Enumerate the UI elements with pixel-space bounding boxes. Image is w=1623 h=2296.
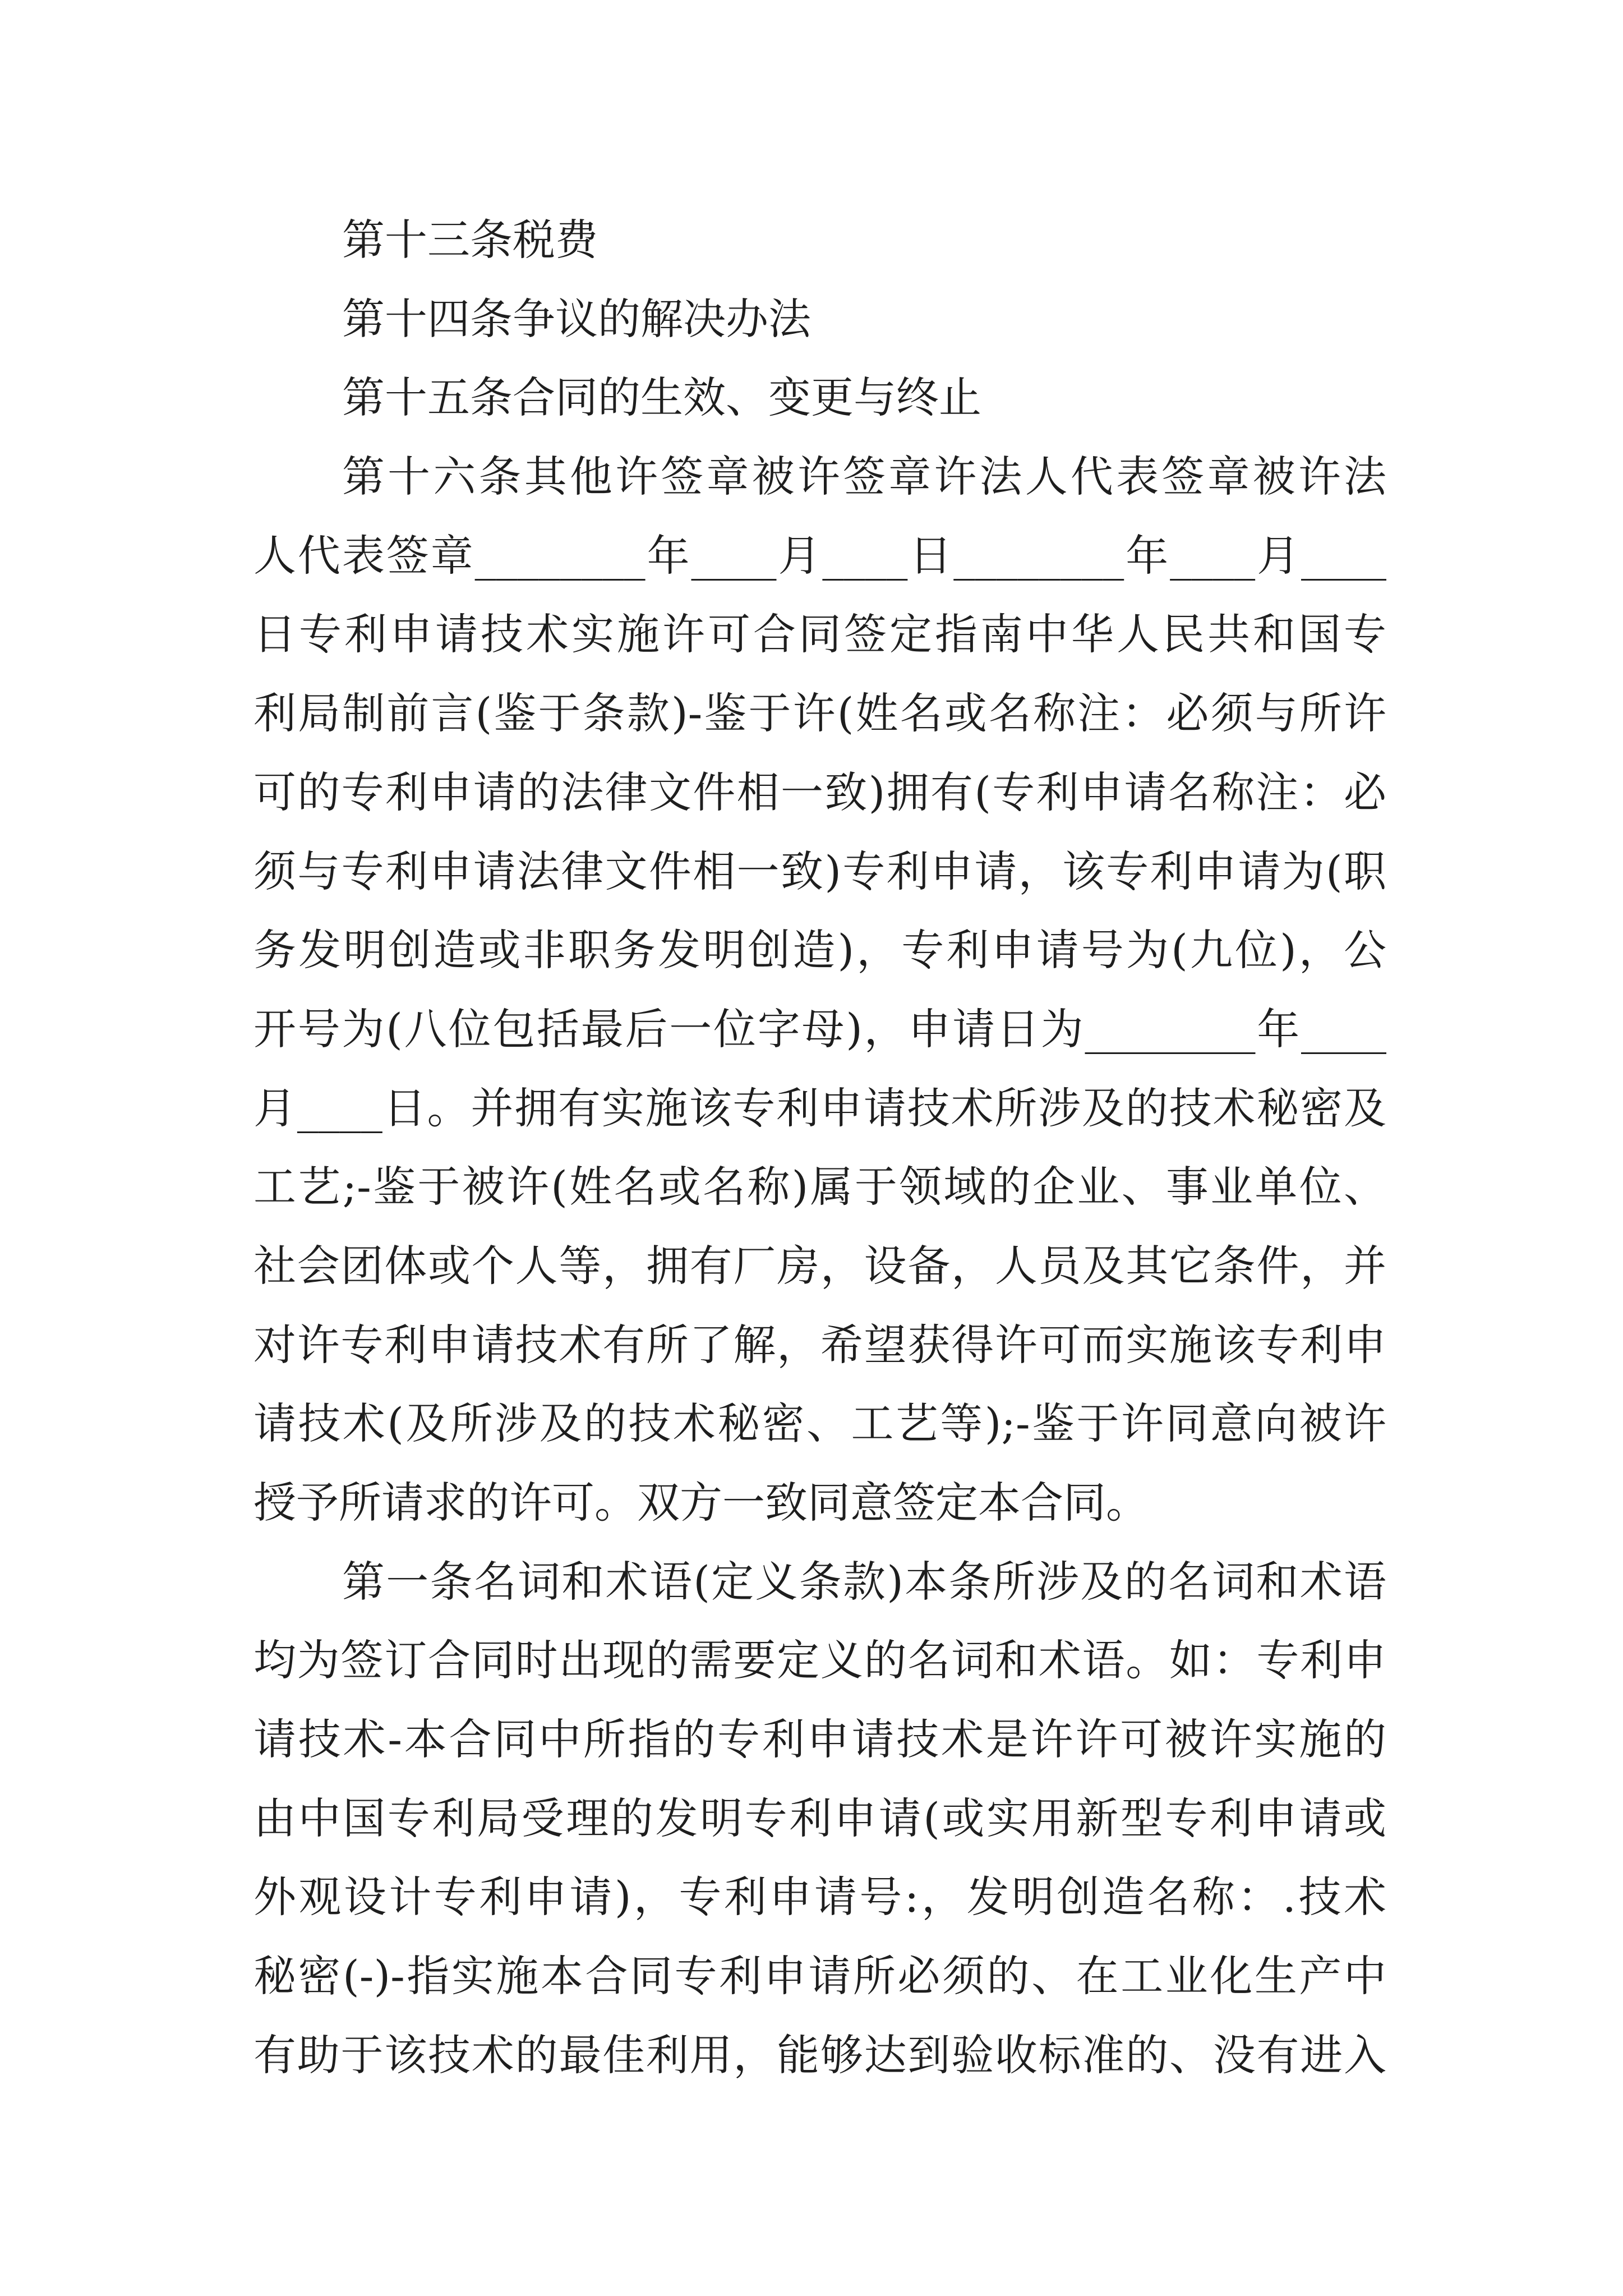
text-line: 月____日。并拥有实施该专利申请技术所涉及的技术秘密及 — [253, 1083, 1386, 1133]
text-line: 务发明创造或非职务发明创造)，专利申请号为(九位)，公 — [253, 925, 1386, 976]
text-line: 有助于该技术的最佳利用，能够达到验收标准的、没有进入 — [253, 2030, 1386, 2080]
text-line: 开号为(八位包括最后一位字母)，申请日为________年____ — [253, 1004, 1386, 1054]
clause-heading — [253, 358, 1386, 438]
text-line: 第十五条合同的生效、变更与终止 — [342, 372, 981, 423]
text-line: 授予所请求的许可。双方一致同意签定本合同。 — [253, 1478, 1149, 1527]
text-line: 第十四条争议的解决办法 — [342, 293, 811, 344]
body-paragraph — [253, 1543, 1386, 2095]
body-paragraph — [253, 438, 1386, 1543]
text-line: 对许专利申请技术有所了解，希望获得许可而实施该专利申 — [253, 1319, 1386, 1370]
text-line: 请技术-本合同中所指的专利申请技术是许许可被许实施的 — [253, 1714, 1386, 1765]
clause-heading — [253, 201, 1386, 280]
document-page — [253, 201, 1386, 2095]
text-line: 由中国专利局受理的发明专利申请(或实用新型专利申请或 — [253, 1793, 1386, 1843]
text-line: 工艺;-鉴于被许(姓名或名称)属于领域的企业、事业单位、 — [253, 1162, 1386, 1212]
text-line: 日专利申请技术实施许可合同签定指南中华人民共和国专 — [253, 609, 1386, 660]
text-line: 第十三条税费 — [342, 215, 598, 265]
text-line: 可的专利申请的法律文件相一致)拥有(专利申请名称注：必 — [253, 767, 1386, 817]
text-line: 须与专利申请法律文件相一致)专利申请，该专利申请为(职 — [253, 846, 1386, 896]
clause-heading — [253, 280, 1386, 359]
text-line: 社会团体或个人等，拥有厂房，设备，人员及其它条件，并 — [253, 1240, 1386, 1291]
text-line: 利局制前言(鉴于条款)-鉴于许(姓名或名称注：必须与所许 — [253, 688, 1386, 739]
text-line: 请技术(及所涉及的技术秘密、工艺等);-鉴于许同意向被许 — [253, 1398, 1386, 1449]
text-line: 第一条名词和术语(定义条款)本条所涉及的名词和术语 — [342, 1556, 1386, 1607]
text-line: 外观设计专利申请)，专利申请号:，发明创造名称：.技术 — [253, 1872, 1386, 1922]
text-line: 均为签订合同时出现的需要定义的名词和术语。如：专利申 — [253, 1635, 1386, 1686]
text-line: 人代表签章________年____月____日________年____月____ — [253, 530, 1386, 581]
text-line: 第十六条其他许签章被许签章许法人代表签章被许法 — [342, 452, 1386, 502]
text-line: 秘密(-)-指实施本合同专利申请所必须的、在工业化生产中 — [253, 1951, 1386, 2001]
